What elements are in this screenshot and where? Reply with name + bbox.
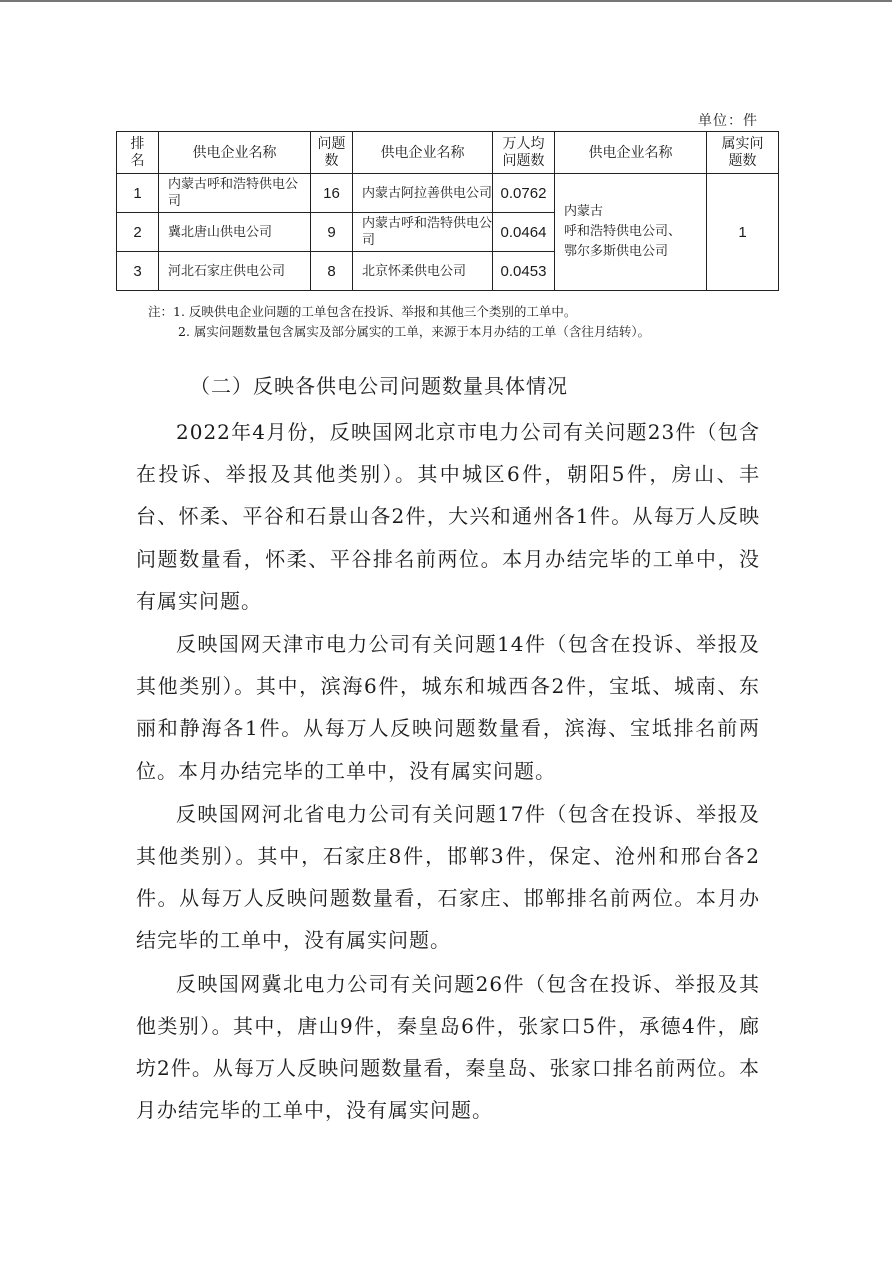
cell-rank: 3 xyxy=(117,252,159,291)
note-line-2: 2. 属实问题数量包含属实及部分属实的工单，来源于本月办结的工单（含往月结转）。 xyxy=(178,324,651,339)
cell-company-b: 内蒙古呼和浩特供电公司 xyxy=(353,213,493,252)
cell-per-10k: 0.0464 xyxy=(493,213,555,252)
header-count: 问题数 xyxy=(311,132,353,174)
header-company-c: 供电企业名称 xyxy=(555,132,707,174)
cell-company-a: 内蒙古呼和浩特供电公司 xyxy=(159,174,311,213)
cell-verified-companies xyxy=(555,174,707,291)
cell-company-a: 冀北唐山供电公司 xyxy=(159,213,311,252)
table-notes xyxy=(148,302,650,342)
header-per-10k: 万人均问题数 xyxy=(493,132,555,174)
ranking-table xyxy=(116,131,779,291)
header-company-a: 供电企业名称 xyxy=(159,132,311,174)
paragraph-jibei: 反映国网冀北电力公司有关问题26件（包含在投诉、举报及其他类别）。其中，唐山9件，秦皇岛6件，张家口5件，承德4件，廊坊2件。从每万人反映问题数量看，秦皇岛、张家口排名前两位。本月办结完毕的工单中，没有属实问题。 xyxy=(136,971,760,1123)
cell-company-a: 河北石家庄供电公司 xyxy=(159,252,311,291)
unit-label: 单位：件 xyxy=(698,113,758,129)
cell-verified-count: 1 xyxy=(707,174,779,291)
verified-company-line2: 呼和浩特供电公司、 xyxy=(564,224,682,239)
cell-count: 16 xyxy=(311,174,353,213)
paragraph-beijing: 2022年4月份，反映国网北京市电力公司有关问题23件（包含在投诉、举报及其他类别）。其中城区6件，朝阳5件，房山、丰台、怀柔、平谷和石景山各2件，大兴和通州各1件。从每万人反映问题数量看，怀柔、平谷排名前两位。本月办结完毕的工单中，没有属实问题。 xyxy=(136,420,760,613)
cell-company-b: 北京怀柔供电公司 xyxy=(353,252,493,291)
cell-rank: 1 xyxy=(117,174,159,213)
verified-company-line3: 鄂尔多斯供电公司 xyxy=(564,244,669,259)
paragraph-hebei: 反映国网河北省电力公司有关问题17件（包含在投诉、举报及其他类别）。其中，石家庄8件，邯郸3件，保定、沧州和邢台各2件。从每万人反映问题数量看，石家庄、邯郸排名前两位。本月办结完毕的工单中，没有属实问题。 xyxy=(136,801,760,953)
cell-company-b: 内蒙古阿拉善供电公司 xyxy=(353,174,493,213)
cell-per-10k: 0.0762 xyxy=(493,174,555,213)
paragraph-tianjin: 反映国网天津市电力公司有关问题14件（包含在投诉、举报及其他类别）。其中，滨海6件，城东和城西各2件，宝坻、城南、东丽和静海各1件。从每万人反映问题数量看，滨海、宝坻排名前两位。本月办结完毕的工单中，没有属实问题。 xyxy=(136,632,760,783)
table-row xyxy=(117,174,779,213)
header-company-b: 供电企业名称 xyxy=(353,132,493,174)
cell-count: 9 xyxy=(311,213,353,252)
body-text xyxy=(136,411,760,1131)
verified-company-line1: 内蒙古 xyxy=(564,204,604,219)
cell-per-10k: 0.0453 xyxy=(493,252,555,291)
cell-rank: 2 xyxy=(117,213,159,252)
section-title: （二）反映各供电公司问题数量具体情况 xyxy=(190,374,568,398)
page-top-rule xyxy=(0,0,892,2)
header-verified: 属实问题数 xyxy=(707,132,779,174)
header-rank: 排名 xyxy=(117,132,159,174)
cell-count: 8 xyxy=(311,252,353,291)
table-header-row xyxy=(117,132,779,174)
note-line-1: 注：1. 反映供电企业问题的工单包含在投诉、举报和其他三个类别的工单中。 xyxy=(148,304,577,319)
